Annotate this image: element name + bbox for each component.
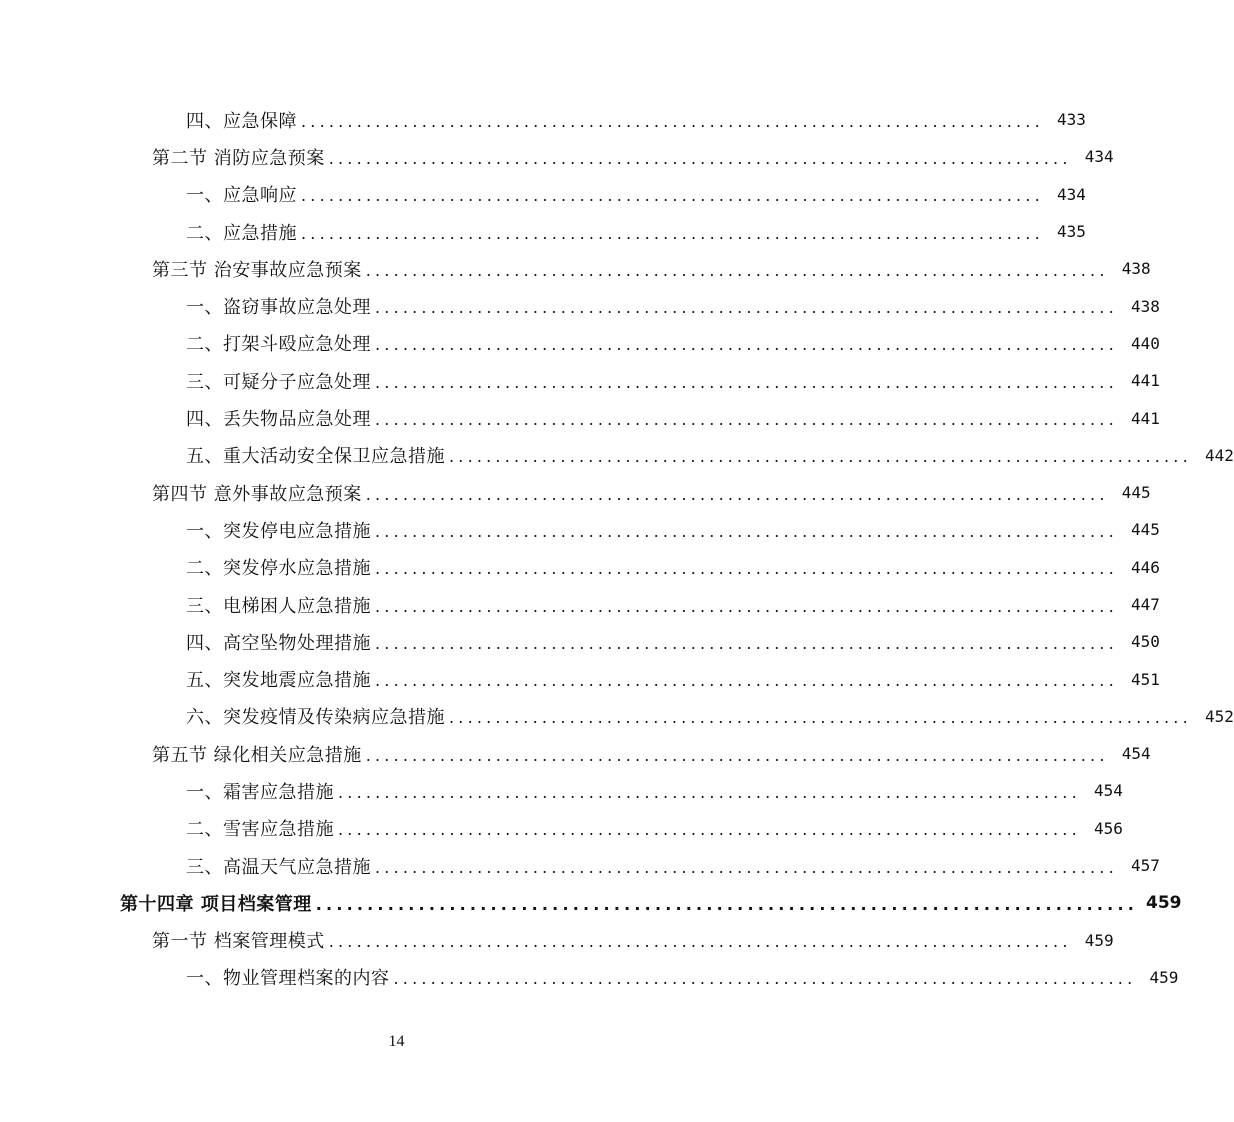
toc-dot-leader: ................................................................................	[393, 969, 1137, 989]
toc-dot-leader: ................................................................................	[375, 410, 1118, 430]
toc-entry-page: 447	[1130, 595, 1160, 614]
toc-entry-title: 二、突发停水应急措施	[186, 558, 371, 580]
toc-dot-leader: ................................................................................	[301, 186, 1044, 206]
toc-entry-page: 454	[1093, 781, 1123, 801]
toc-entry-chapter[interactable]	[0, 884, 1182, 921]
toc-entry-item[interactable]	[0, 549, 1160, 586]
toc-entry-page: 459	[1149, 967, 1179, 987]
toc-entry-item[interactable]	[0, 287, 1160, 324]
toc-entry-title: 四、丢失物品应急处理	[186, 409, 371, 431]
toc-dot-leader: ................................................................................	[315, 894, 1139, 914]
toc-entry-title: 三、可疑分子应急处理	[186, 371, 371, 393]
toc-entry-page: 441	[1130, 371, 1160, 391]
toc-entry-page: 452	[1204, 706, 1234, 726]
toc-entry-title: 五、重大活动安全保卫应急措施	[186, 446, 445, 468]
toc-entry-page: 438	[1130, 296, 1160, 316]
toc-entry-section[interactable]	[0, 250, 1151, 287]
toc-entry-page: 451	[1130, 669, 1160, 689]
toc-entry-page: 435	[1056, 222, 1086, 242]
toc-entry-page: 441	[1130, 408, 1160, 428]
toc-dot-leader: ................................................................................	[301, 223, 1044, 243]
toc-entry-page: 445	[1121, 483, 1151, 503]
toc-entry-item[interactable]	[0, 586, 1160, 623]
toc-dot-leader: ................................................................................	[375, 298, 1118, 318]
toc-dot-leader: ................................................................................	[328, 148, 1072, 168]
toc-dot-leader: ................................................................................	[375, 857, 1118, 877]
toc-entry-title: 第十四章 项目档案管理	[120, 893, 312, 915]
toc-dot-leader: ................................................................................	[328, 932, 1072, 952]
toc-dot-leader: ................................................................................	[301, 111, 1044, 131]
toc-entry-title: 一、应急响应	[186, 185, 297, 207]
toc-entry-title: 二、雪害应急措施	[186, 819, 334, 841]
toc-entry-section[interactable]	[0, 474, 1151, 511]
toc-entry-item[interactable]	[0, 959, 1179, 996]
toc-entry-title: 一、盗窃事故应急处理	[186, 297, 371, 319]
toc-entry-item[interactable]	[0, 176, 1086, 213]
toc-entry-page: 459	[1146, 892, 1182, 913]
toc-dot-leader: ................................................................................	[375, 596, 1118, 616]
toc-entry-item[interactable]	[0, 810, 1123, 847]
toc-entry-item[interactable]	[0, 213, 1086, 250]
toc-entry-page: 459	[1084, 930, 1114, 950]
toc-entry-section[interactable]	[0, 138, 1114, 175]
toc-entry-page: 434	[1084, 147, 1114, 167]
toc-entry-title: 二、应急措施	[186, 222, 297, 244]
toc-entry-item[interactable]	[0, 399, 1160, 436]
toc-entry-page: 457	[1130, 856, 1160, 876]
toc-entry-page: 433	[1056, 110, 1086, 130]
toc-dot-leader: ................................................................................	[375, 633, 1118, 653]
toc-entry-page: 434	[1056, 184, 1086, 204]
toc-entry-page: 446	[1130, 557, 1160, 577]
toc-dot-leader: ................................................................................	[338, 782, 1081, 802]
toc-entry-title: 六、突发疫情及传染病应急措施	[186, 707, 445, 729]
toc-entry-item[interactable]	[0, 101, 1086, 138]
toc-entry-title: 五、突发地震应急措施	[186, 670, 371, 692]
toc-entry-item[interactable]	[0, 437, 1234, 474]
toc-entry-item[interactable]	[0, 772, 1123, 809]
toc-dot-leader: ................................................................................	[375, 559, 1118, 579]
toc-entry-item[interactable]	[0, 362, 1160, 399]
toc-entry-section[interactable]	[0, 735, 1151, 772]
toc-dot-leader: ................................................................................	[375, 671, 1118, 691]
toc-entry-page: 456	[1093, 818, 1123, 838]
toc-entry-page: 454	[1121, 744, 1151, 764]
toc-entry-page: 442	[1204, 445, 1234, 465]
toc-entry-page: 445	[1130, 520, 1160, 540]
toc-dot-leader: ................................................................................	[338, 820, 1081, 840]
toc-entry-page: 438	[1121, 259, 1151, 279]
toc-entry-title: 第三节 治安事故应急预案	[152, 259, 362, 281]
toc-entry-item[interactable]	[0, 660, 1160, 697]
toc-entry-title: 一、物业管理档案的内容	[186, 968, 390, 990]
page-number: 14	[388, 1033, 405, 1050]
toc-entry-page: 450	[1130, 632, 1160, 652]
toc-entry-title: 三、电梯困人应急措施	[186, 595, 371, 617]
toc-entry-title: 四、应急保障	[186, 110, 297, 132]
toc-entry-title: 三、高温天气应急措施	[186, 856, 371, 878]
toc-dot-leader: ................................................................................	[365, 484, 1109, 504]
toc-entry-title: 第一节 档案管理模式	[152, 931, 325, 953]
toc-dot-leader: ................................................................................	[375, 372, 1118, 392]
toc-dot-leader: ................................................................................	[449, 447, 1192, 467]
toc-entry-title: 一、突发停电应急措施	[186, 520, 371, 542]
toc-dot-leader: ................................................................................	[375, 521, 1118, 541]
toc-entry-title: 四、高空坠物处理措施	[186, 632, 371, 654]
toc-dot-leader: ................................................................................	[365, 745, 1109, 765]
toc-dot-leader: ................................................................................	[449, 708, 1192, 728]
toc-entry-section[interactable]	[0, 922, 1114, 959]
toc-entry-title: 二、打架斗殴应急处理	[186, 334, 371, 356]
toc-entry-item[interactable]	[0, 511, 1160, 548]
toc-dot-leader: ................................................................................	[375, 335, 1118, 355]
toc-entry-item[interactable]	[0, 623, 1160, 660]
toc-entry-title: 第四节 意外事故应急预案	[152, 483, 362, 505]
toc-entry-item[interactable]	[0, 698, 1234, 735]
toc-entry-title: 第五节 绿化相关应急措施	[152, 744, 362, 766]
toc-entry-title: 一、霜害应急措施	[186, 781, 334, 803]
toc-entry-page: 440	[1130, 333, 1160, 353]
toc-dot-leader: ................................................................................	[365, 260, 1109, 280]
table-of-contents	[0, 101, 1234, 996]
toc-entry-title: 第二节 消防应急预案	[152, 147, 325, 169]
toc-entry-item[interactable]	[0, 847, 1160, 884]
toc-entry-item[interactable]	[0, 325, 1160, 362]
